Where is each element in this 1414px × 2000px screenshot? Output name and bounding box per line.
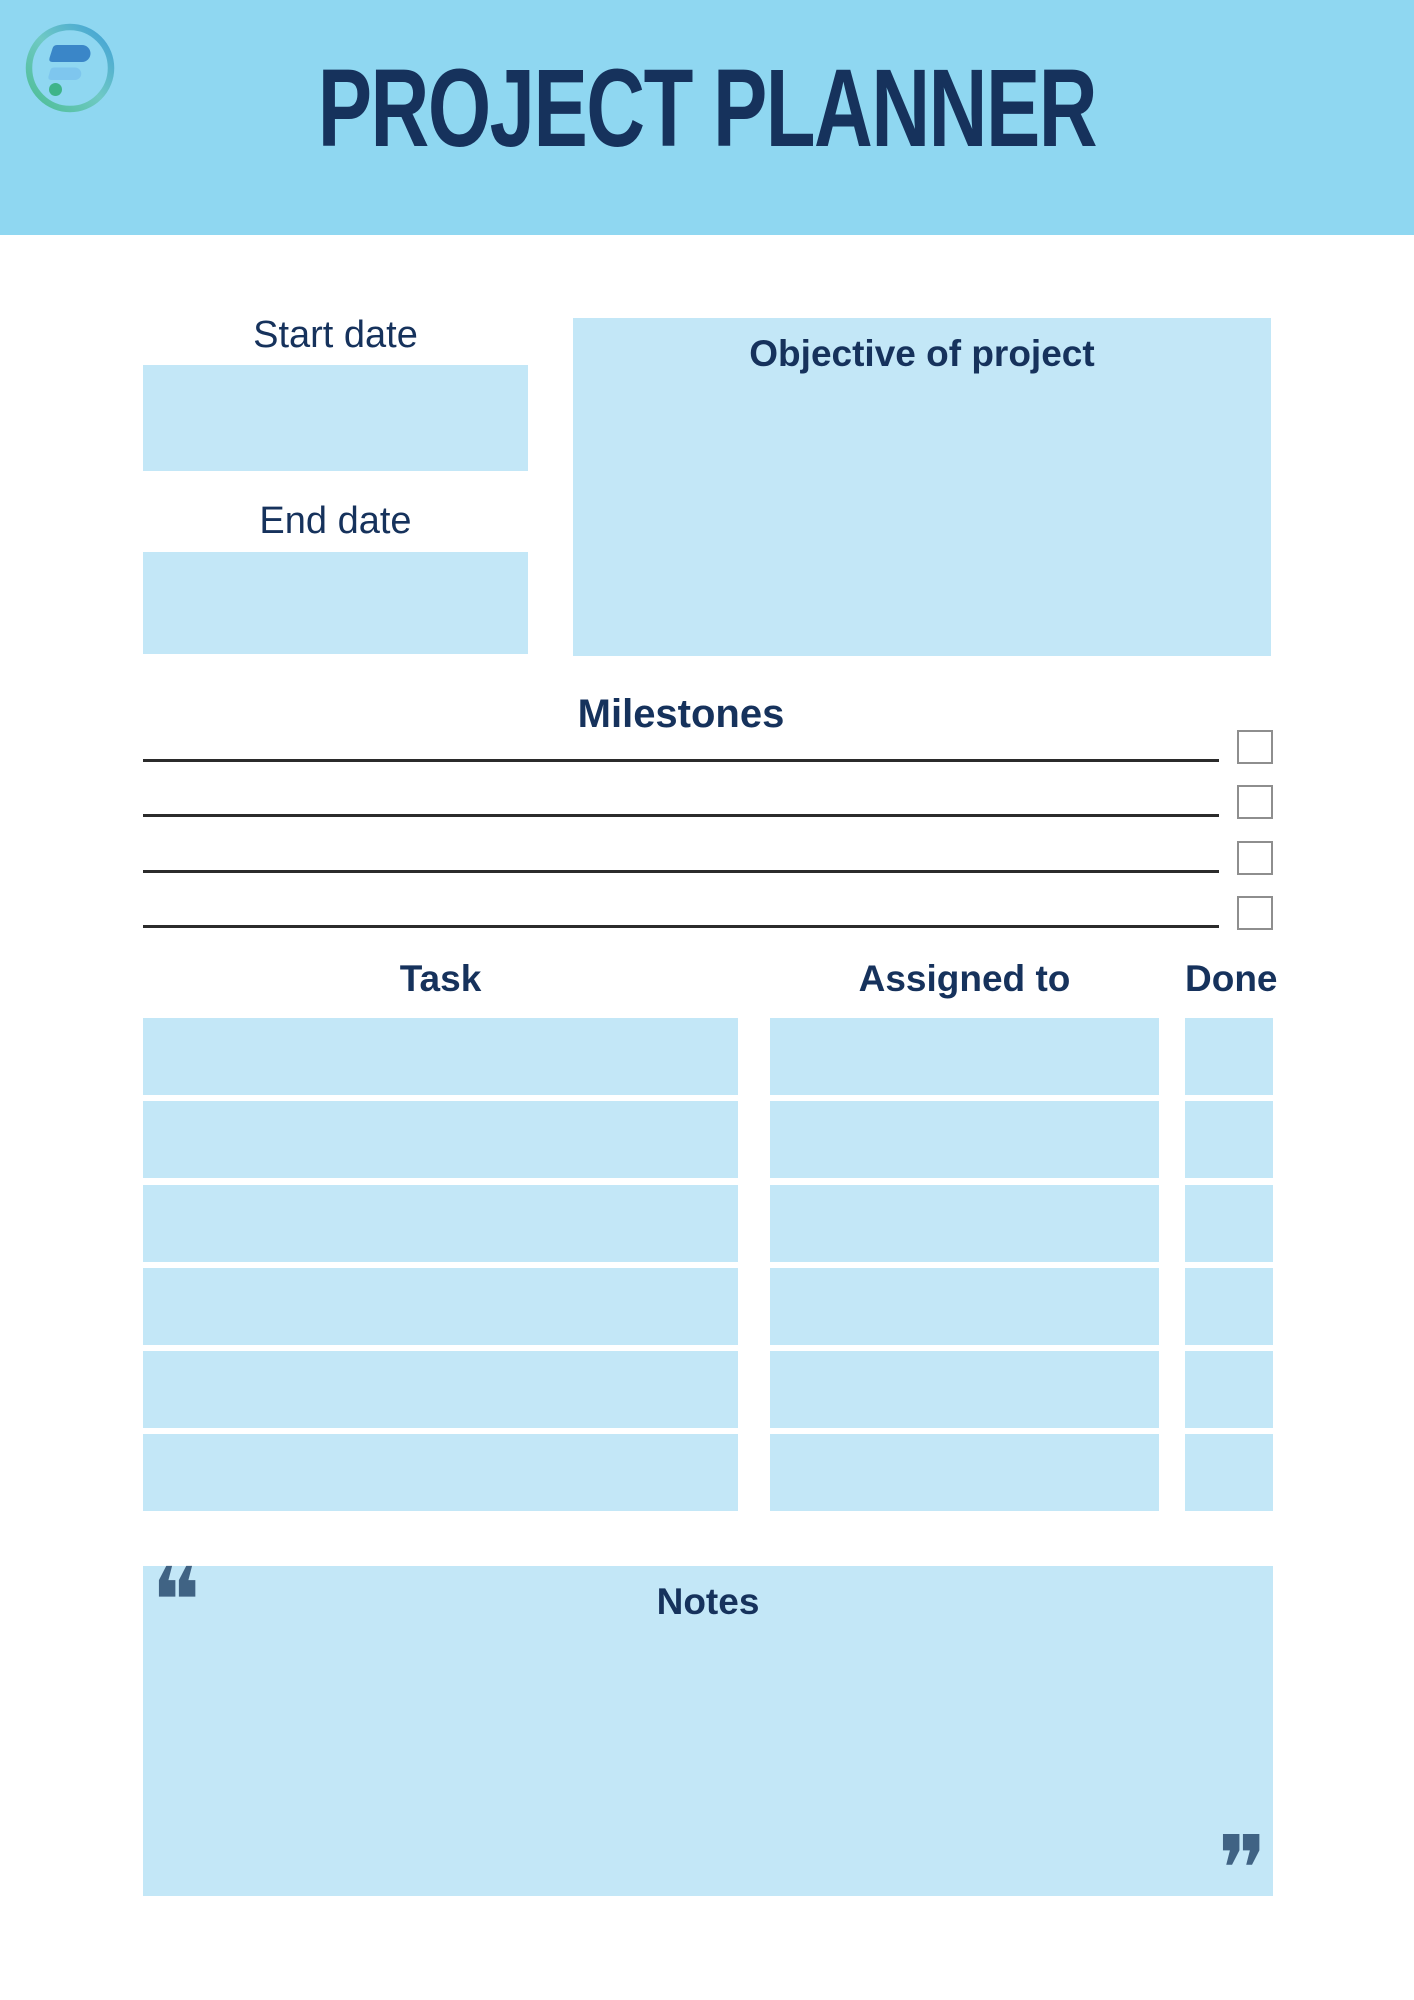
task-row (143, 1434, 1273, 1511)
close-quote-icon: ❞ (1217, 1816, 1267, 1923)
milestone-line[interactable] (143, 925, 1219, 928)
done-cell[interactable] (1185, 1185, 1273, 1262)
task-cell[interactable] (143, 1185, 738, 1262)
milestone-row (143, 873, 1273, 929)
done-column-header: Done (1185, 958, 1278, 999)
header-band (0, 0, 1414, 235)
task-cell[interactable] (143, 1101, 738, 1178)
start-date-field[interactable] (143, 365, 528, 471)
notes-field[interactable] (143, 1548, 1273, 1923)
end-date-field[interactable] (143, 552, 528, 654)
done-cell[interactable] (1185, 1018, 1273, 1095)
task-rows (143, 1018, 1273, 1518)
milestone-checkbox[interactable] (1237, 896, 1273, 930)
task-row (143, 1101, 1273, 1178)
task-cell[interactable] (143, 1351, 738, 1428)
milestone-row (143, 706, 1273, 762)
task-cell[interactable] (143, 1268, 738, 1345)
milestone-checkbox[interactable] (1237, 785, 1273, 819)
assigned-cell[interactable] (770, 1018, 1159, 1095)
task-cell[interactable] (143, 1434, 738, 1511)
objective-field[interactable] (573, 318, 1271, 656)
start-date-label: Start date (253, 314, 418, 356)
done-cell[interactable] (1185, 1268, 1273, 1345)
assigned-cell[interactable] (770, 1185, 1159, 1262)
task-row (143, 1351, 1273, 1428)
page-title: PROJECT PLANNER (317, 47, 1097, 170)
task-row (143, 1185, 1273, 1262)
assigned-column-header: Assigned to (858, 958, 1071, 999)
milestones-heading: Milestones (577, 692, 785, 736)
assigned-cell[interactable] (770, 1434, 1159, 1511)
milestones-list (143, 706, 1273, 928)
notes-label: Notes (656, 1581, 760, 1622)
milestone-checkbox[interactable] (1237, 841, 1273, 875)
done-cell[interactable] (1185, 1351, 1273, 1428)
task-row (143, 1018, 1273, 1095)
assigned-cell[interactable] (770, 1268, 1159, 1345)
assigned-cell[interactable] (770, 1101, 1159, 1178)
task-column-header: Task (399, 958, 482, 999)
milestone-checkbox[interactable] (1237, 730, 1273, 764)
end-date-label: End date (259, 500, 412, 542)
assigned-cell[interactable] (770, 1351, 1159, 1428)
task-row (143, 1268, 1273, 1345)
task-cell[interactable] (143, 1018, 738, 1095)
objective-label: Objective of project (749, 333, 1095, 374)
open-quote-icon: ❝ (151, 1548, 201, 1655)
milestone-row (143, 817, 1273, 873)
done-cell[interactable] (1185, 1101, 1273, 1178)
milestone-row (143, 762, 1273, 818)
done-cell[interactable] (1185, 1434, 1273, 1511)
